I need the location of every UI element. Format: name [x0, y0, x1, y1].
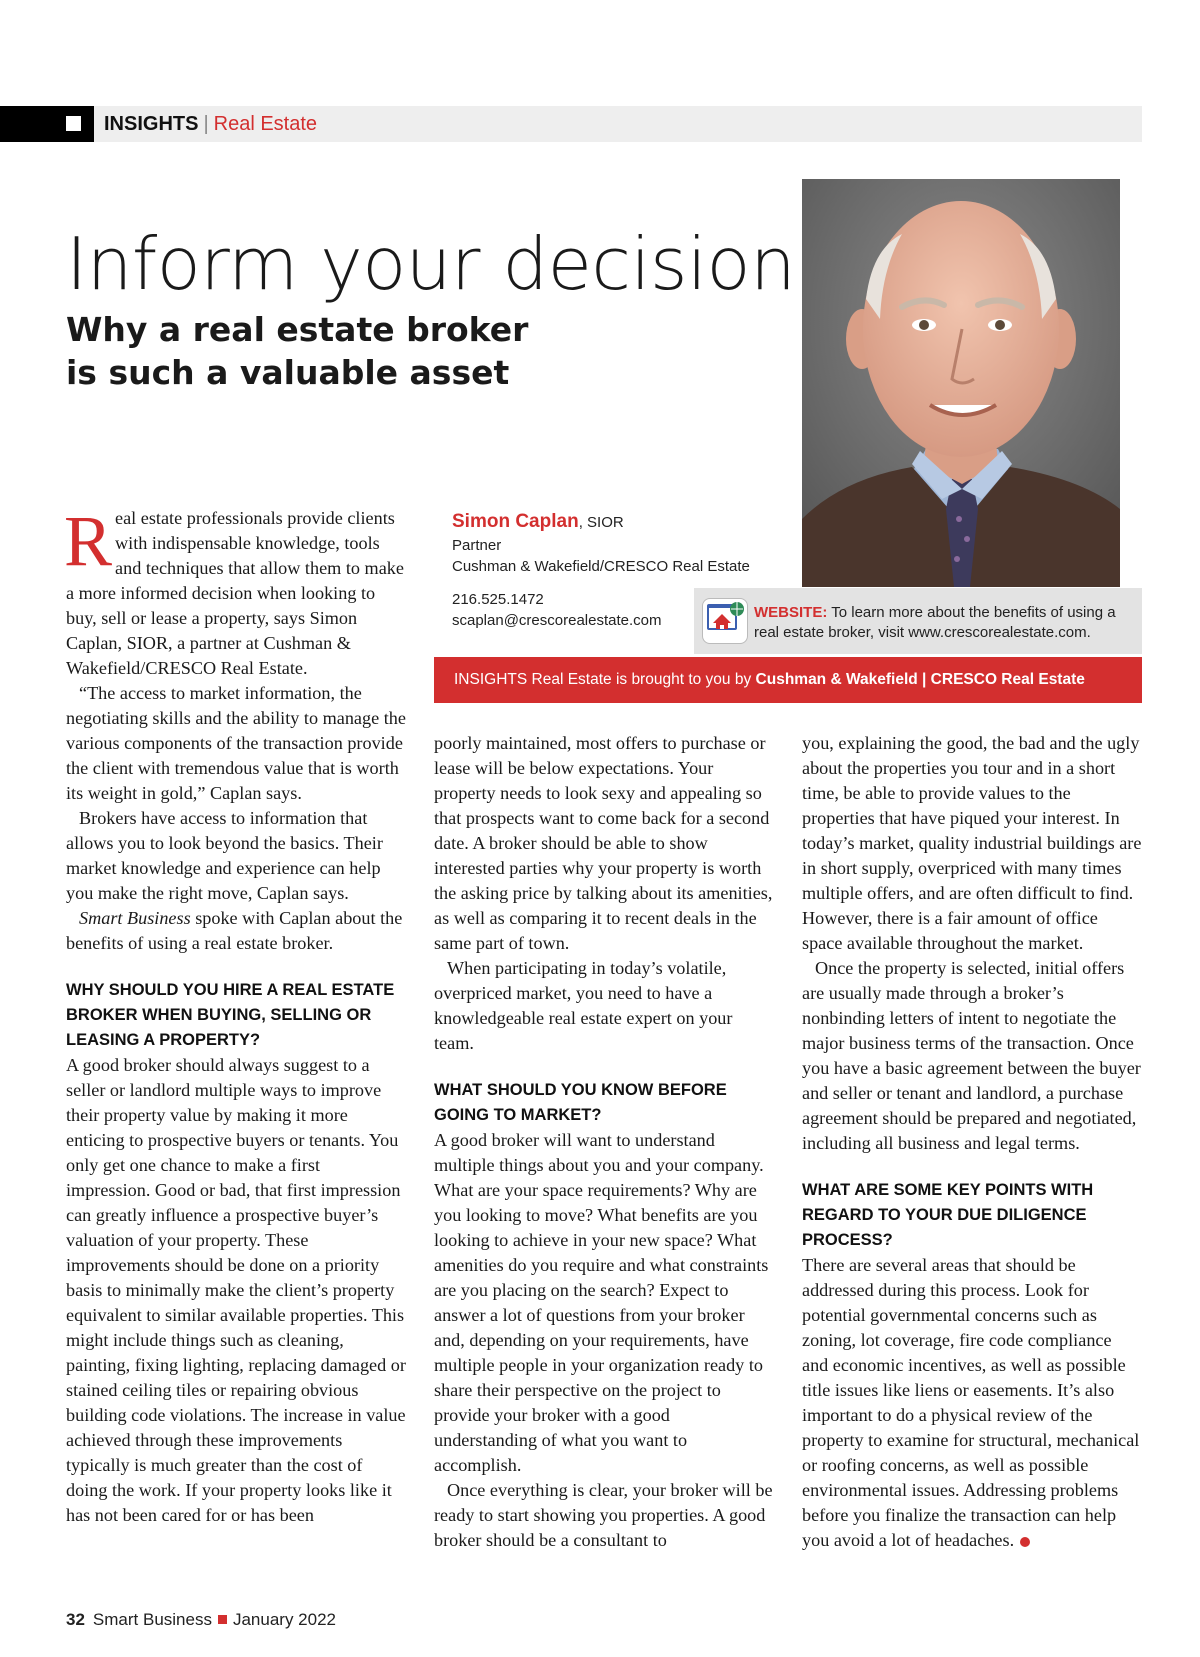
footer-publication: Smart Business — [92, 1610, 212, 1629]
header-separator: | — [203, 113, 209, 135]
question-heading-1: WHY SHOULD YOU HIRE A REAL ESTATE BROKER WHEN BUYING, SELLING OR LEASING A PROPERTY? — [66, 981, 395, 1049]
author-name: Simon Caplan — [452, 511, 579, 532]
answer-3-paragraph — [802, 1253, 1142, 1553]
author-role: Partner — [452, 537, 502, 554]
website-icon — [702, 598, 748, 644]
question-heading-3: WHAT ARE SOME KEY POINTS WITH REGARD TO YOUR DUE DILIGENCE PROCESS? — [802, 1181, 1094, 1249]
end-mark-icon — [1020, 1537, 1030, 1547]
question-heading-2: WHAT SHOULD YOU KNOW BEFORE GOING TO MARKET? — [434, 1081, 727, 1124]
intro-paragraph — [64, 501, 406, 681]
author-credential: , SIOR — [578, 514, 624, 531]
answer-3-text: There are several areas that should be addressed during this process. Look for potential governmental concerns such as zoning, lot coverage, fire code compliance and economic incentives, as well as possible title issues like liens or easements. It’s also important to do a physical review of the property to examine for structural, mechanical or roofing concerns, as well as possible environmental issues. Addressing problems before you finalize the transaction can help you avoid a lot of headaches. — [802, 1255, 1140, 1550]
author-name-line — [452, 511, 624, 534]
footer-date: January 2022 — [232, 1610, 336, 1629]
paragraph-spoke-text: spoke with Caplan about the benefits of using a real estate broker. — [66, 908, 403, 953]
answer-1-part-2: poorly maintained, most offers to purchase or lease will be below expectations. Your property needs to look sexy and appealing so that prospects want to come back for a second date. A broker should be able to show interested parties why your property is worth the asking price by talking about its amenities, as well as comparing it to recent deals in the same part of town. — [434, 733, 773, 953]
paragraph-quote: “The access to market information, the negotiating skills and the ability to manage the various components of the transaction provide the client with tremendous value that is worth its weight in gold,” Caplan says. — [66, 683, 406, 803]
sponsor-prefix: INSIGHTS Real Estate is brought to you by — [454, 671, 756, 688]
footer-square-icon — [218, 1615, 227, 1624]
answer-1-part-1: A good broker should always suggest to a seller or landlord multiple ways to improve their property value by making it more enticing to prospective buyers or tenants. You only get one chance to make a first impression. Good or bad, that first impression can greatly influence a prospective buyer’s valuation of your property. These improvements should be done on a priority basis to minimally make the client’s property equivalent to similar available properties. This might include things such as cleaning, painting, fixing lighting, replacing damaged or stained ceiling tiles or repairing obvious building code violations. The increase in value achieved through these improvements typically is much greater than the cost of doing the work. If your property looks like it has not been cared for or has been — [66, 1055, 406, 1525]
author-phone: 216.525.1472 — [452, 591, 544, 608]
page-number: 32 — [66, 1610, 85, 1629]
website-label: WEBSITE: — [754, 604, 828, 621]
publication-name: Smart Business — [79, 908, 191, 928]
author-email[interactable]: scaplan@crescorealestate.com — [452, 612, 662, 629]
section-square-icon — [66, 116, 81, 131]
section-label: Real Estate — [213, 113, 318, 135]
answer-2-paragraph-3: Once the property is selected, initial offers are usually made through a broker’s nonbinding letters of intent to negotiate the major business terms of the transaction. Once you have a basic agreement between the buyer and seller or tenant and landlord, a purchase agreement should be prepared and negotiated, including all business and legal terms. — [802, 958, 1141, 1153]
website-text — [754, 603, 1140, 643]
insights-label: INSIGHTS — [104, 113, 199, 135]
author-company: Cushman & Wakefield/CRESCO Real Estate — [452, 558, 750, 575]
body-column-3 — [802, 731, 1142, 1553]
section-header — [104, 112, 317, 136]
article-title: Inform your decision — [66, 222, 796, 306]
drop-cap: R — [64, 501, 113, 581]
page-footer — [66, 1609, 336, 1631]
website-description[interactable]: To learn more about the benefits of using a real estate broker, visit www.crescorealestate.com. — [754, 604, 1116, 641]
body-column-2 — [434, 731, 774, 1553]
answer-2-paragraph-2-part-1: Once everything is clear, your broker will be ready to start showing you properties. A good broker should be a consultant to — [434, 1480, 773, 1550]
article-subtitle: Why a real estate broker is such a valuable asset — [66, 310, 529, 392]
body-column-1 — [64, 501, 406, 1528]
paragraph-spoke — [66, 906, 406, 956]
answer-2-paragraph-1: A good broker will want to understand multiple things about you and your company. What are your space requirements? Why are you looking to move? What benefits are you looking to achieve in your new space? What amenities do you require and what constraints are you placing on the search? Expect to answer a lot of questions from your broker and, depending on your requirements, have multiple people in your organization ready to share their perspective on the project to provide your broker with a good understanding of what you want to accomplish. — [434, 1130, 769, 1475]
intro-text: eal estate professionals provide clients with indispensable knowledge, tools and techniques that allow them to make a more informed decision when looking to buy, sell or lease a property, says Simon Caplan, SIOR, a partner at Cushman & Wakefield/CRESCO Real Estate. — [66, 508, 404, 678]
website-house-icon — [703, 599, 747, 643]
sponsor-bar — [434, 657, 1142, 703]
answer-2-paragraph-2-part-2: you, explaining the good, the bad and the ugly about the properties you tour and in a short time, be able to provide values to the properties that have piqued your interest. In today’s market, quality industrial buildings are in short supply, overpriced with many times multiple offers, and are often difficult to find. However, there is a fair amount of office space available throughout the market. — [802, 733, 1142, 953]
paragraph-brokers: Brokers have access to information that allows you to look beyond the basics. Their market knowledge and experience can help you make the right move, Caplan says. — [66, 808, 383, 903]
sponsor-name: Cushman & Wakefield | CRESCO Real Estate — [755, 671, 1085, 688]
answer-1-paragraph-2: When participating in today’s volatile, overpriced market, you need to have a knowledgeable real estate expert on your team. — [434, 958, 733, 1053]
portrait-illustration — [802, 179, 1120, 587]
author-portrait — [802, 179, 1120, 587]
